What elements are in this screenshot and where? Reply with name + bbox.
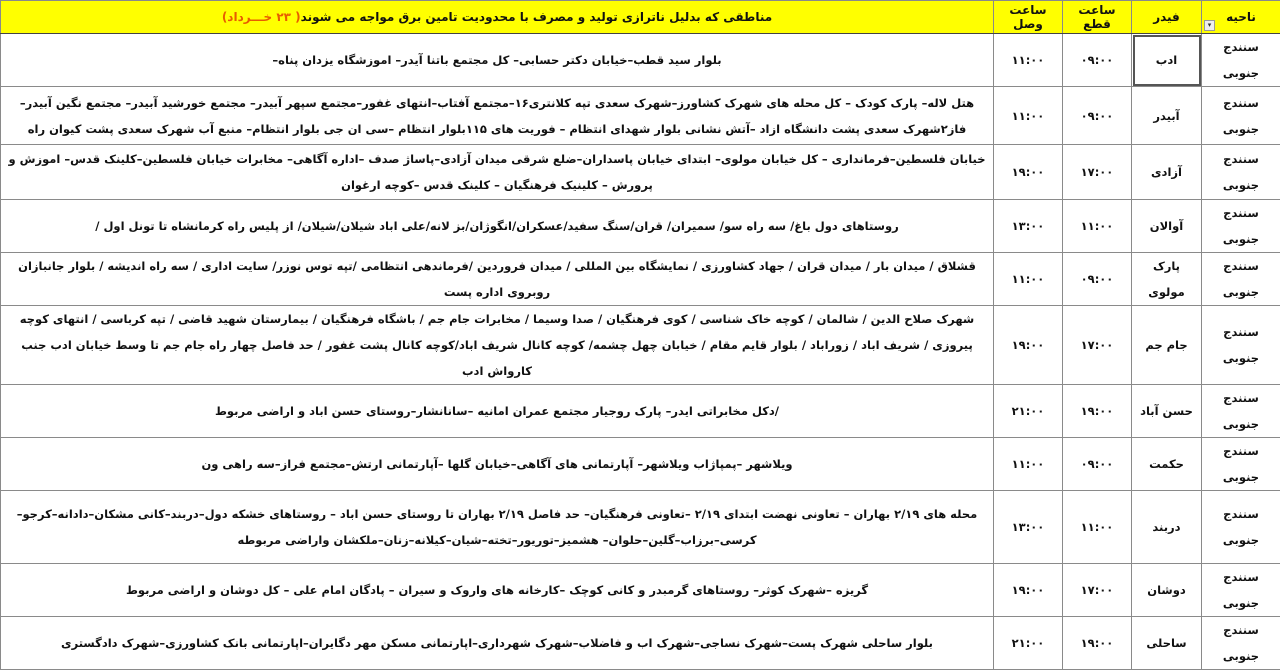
cell-connect-time: ۱۱:۰۰ — [994, 34, 1063, 87]
cell-feeder: ساحلی — [1132, 617, 1202, 670]
filter-dropdown-icon[interactable]: ▾ — [1204, 20, 1215, 31]
table-row — [1, 34, 1280, 87]
cell-region: سنندج جنوبی — [1202, 438, 1280, 491]
cell-connect-time: ۱۱:۰۰ — [994, 87, 1063, 145]
cell-feeder: حکمت — [1132, 438, 1202, 491]
cell-region: سنندج جنوبی — [1202, 306, 1280, 385]
cell-areas: روستاهای دول باغ/ سه راه سو/ سمیران/ قران/سنگ سفید/عسکران/انگوژان/بز لانه/علی اباد شیلان/شیلان/ از پلیس راه کرمانشاه تا تونل اول / — [1, 200, 994, 253]
cell-connect-time: ۲۱:۰۰ — [994, 385, 1063, 438]
cell-feeder: آوالان — [1132, 200, 1202, 253]
cell-connect-time: ۱۱:۰۰ — [994, 253, 1063, 306]
cell-region: سنندج جنوبی — [1202, 145, 1280, 200]
cell-connect-time: ۱۳:۰۰ — [994, 200, 1063, 253]
cell-feeder: دوشان — [1132, 564, 1202, 617]
cell-areas: شهرک صلاح الدین / شالمان / کوچه خاک شناسی / کوی فرهنگیان / صدا وسیما / مخابرات جام جم / باشگاه فرهنگیان / بیمارستان شهید قاضی / تپه کرباسی / انتهای کوچه پیروزی / شریف اباد / زوراباد / بلوار قایم مقام / خیابان چهل چشمه/ کوچه کانال شریف اباد/کوچه کانال پشت غفور / حد فاصل چهار راه جام جم تا وسط خیابان ادب جنب کارواش ادب — [1, 306, 994, 385]
title-main: مناطقی که بدلیل ناترازی تولید و مصرف با محدودیت تامین برق مواجه می شوند — [301, 10, 773, 24]
cell-feeder: دربند — [1132, 491, 1202, 564]
column-header-feeder: فیدر — [1132, 1, 1202, 34]
header-row — [1, 1, 1280, 34]
cell-cut-time: ۱۷:۰۰ — [1063, 564, 1132, 617]
cell-feeder: آزادی — [1132, 145, 1202, 200]
cell-region: سنندج جنوبی — [1202, 491, 1280, 564]
column-header-region-label: ناحیه — [1226, 10, 1256, 24]
cell-areas: گریزه –شهرک کوثر– روستاهای گرمبدر و کانی کوچک –کارخانه های واروک و سیران – پادگان امام علی – کل دوشان و اراضی مربوط — [1, 564, 994, 617]
cell-connect-time: ۱۹:۰۰ — [994, 306, 1063, 385]
cell-region: سنندج جنوبی — [1202, 617, 1280, 670]
cell-connect-time: ۲۱:۰۰ — [994, 617, 1063, 670]
table-row — [1, 385, 1280, 438]
cell-areas: /دکل مخابراتی ایدر– پارک روجیار مجتمع عمران امانیه –سانانشار–روستای حسن اباد و اراضی مربوط — [1, 385, 994, 438]
title-date: ( ۲۳ خـــرداد) — [222, 10, 301, 24]
cell-region: سنندج جنوبی — [1202, 564, 1280, 617]
cell-region: سنندج جنوبی — [1202, 200, 1280, 253]
column-header-cut-time: ساعت قطع — [1063, 1, 1132, 34]
cell-areas: خیابان فلسطین–فرمانداری – کل خیابان مولوی– ابتدای خیابان پاسداران–ضلع شرقی میدان آزادی–پاساژ صدف –اداره آگاهی– مخابرات خیابان فلسطین–کلینک قدس– اموزش و پرورش – کلینیک فرهنگیان – کلینک قدس –کوچه ارغوان — [1, 145, 994, 200]
cell-cut-time: ۱۹:۰۰ — [1063, 385, 1132, 438]
table-row — [1, 617, 1280, 670]
cell-region: سنندج جنوبی — [1202, 385, 1280, 438]
cell-feeder: حسن آباد — [1132, 385, 1202, 438]
column-header-region[interactable] — [1202, 1, 1280, 34]
table-row — [1, 87, 1280, 145]
table-row — [1, 438, 1280, 491]
table-row — [1, 306, 1280, 385]
cell-cut-time: ۱۹:۰۰ — [1063, 617, 1132, 670]
cell-areas: بلوار ساحلی شهرک پست–شهرک نساجی–شهرک اب و فاضلاب–شهرک شهرداری–اپارتمانی مسکن مهر دگایران–اپارتمانی بانک کشاورزی–شهرک دادگستری — [1, 617, 994, 670]
cell-cut-time: ۱۷:۰۰ — [1063, 145, 1132, 200]
cell-connect-time: ۱۹:۰۰ — [994, 564, 1063, 617]
column-header-connect-time: ساعت وصل — [994, 1, 1063, 34]
cell-cut-time: ۱۱:۰۰ — [1063, 491, 1132, 564]
table-row — [1, 145, 1280, 200]
cell-cut-time: ۰۹:۰۰ — [1063, 34, 1132, 87]
cell-feeder: آبیدر — [1132, 87, 1202, 145]
cell-feeder[interactable]: ادب — [1132, 34, 1202, 87]
column-header-areas-title — [1, 1, 994, 34]
cell-areas: محله های ۲/۱۹ بهاران – تعاونی نهضت ابتدای ۲/۱۹ –تعاونی فرهنگیان– حد فاصل ۲/۱۹ بهاران تا روستای حسن اباد – روستاهای خشکه دول–دربند–کانی مشکان–دادانه–کرجو–کرسی–برزاب–گلین–حلوان– هشمیز–توریور–تخته–شیان–کیلانه–زنان–ملکشان واراضی مربوطه — [1, 491, 994, 564]
cell-connect-time: ۱۹:۰۰ — [994, 145, 1063, 200]
table-row — [1, 200, 1280, 253]
cell-connect-time: ۱۳:۰۰ — [994, 491, 1063, 564]
cell-areas: قشلاق / میدان بار / میدان قران / جهاد کشاورزی / نمایشگاه بین المللی / میدان فروردین /فرماندهی انتظامی /تپه توس نوزر/ سایت اداری / سه راه اندیشه / بلوار جانبازان روبروی اداره پست — [1, 253, 994, 306]
cell-cut-time: ۱۷:۰۰ — [1063, 306, 1132, 385]
cell-region: سنندج جنوبی — [1202, 87, 1280, 145]
cell-areas: هتل لاله– پارک کودک – کل محله های شهرک کشاورز–شهرک سعدی تپه کلانتری۱۶–مجتمع آفتاب–انتهای غفور–مجتمع سپهر آبیدر– مجتمع خورشید آبیدر– مجتمع نگین آبیدر–فاز۲شهرک سعدی پشت دانشگاه ازاد –آتش نشانی بلوار شهدای انتظام – فوریت های ۱۱۵بلوار انتظام –سی ان جی بلوار انتظام– منبع آب شهرک سعدی پشت کیوان راه — [1, 87, 994, 145]
cell-connect-time: ۱۱:۰۰ — [994, 438, 1063, 491]
table-row — [1, 564, 1280, 617]
cell-cut-time: ۰۹:۰۰ — [1063, 87, 1132, 145]
cell-region: سنندج جنوبی — [1202, 253, 1280, 306]
cell-feeder: جام جم — [1132, 306, 1202, 385]
cell-feeder: پارک مولوی — [1132, 253, 1202, 306]
cell-areas: بلوار سید قطب–خیابان دکتر حسابی– کل مجتمع باتنا آیدر– اموزشگاه یزدان پناه– — [1, 34, 994, 87]
cell-areas: ویلاشهر –پمپاژاب ویلاشهر– آپارتمانی های آگاهی–خیابان گلها –آپارتمانی ارتش–مجتمع فراز–سه راهی ون — [1, 438, 994, 491]
table-row — [1, 253, 1280, 306]
cell-cut-time: ۰۹:۰۰ — [1063, 253, 1132, 306]
cell-cut-time: ۱۱:۰۰ — [1063, 200, 1132, 253]
table-row — [1, 491, 1280, 564]
cell-region: سنندج جنوبی — [1202, 34, 1280, 87]
cell-cut-time: ۰۹:۰۰ — [1063, 438, 1132, 491]
